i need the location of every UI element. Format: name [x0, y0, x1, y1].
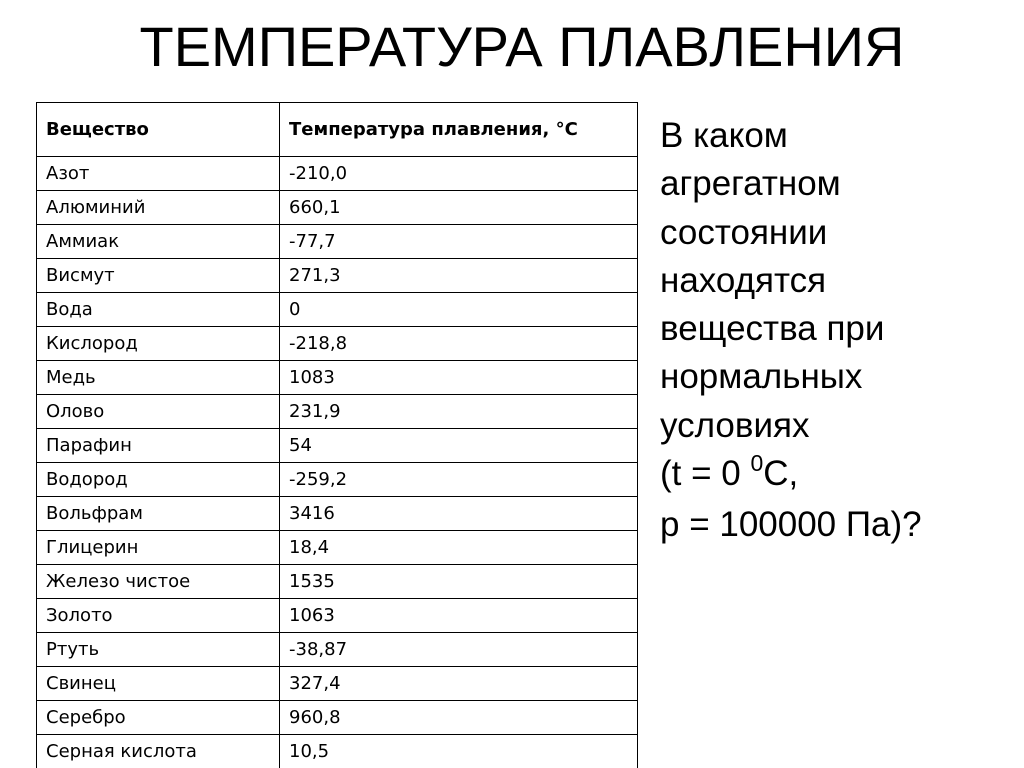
table-row — [37, 327, 638, 361]
substance-cell: Алюминий — [37, 191, 280, 225]
melting-point-cell: 327,4 — [280, 667, 638, 701]
substance-cell: Глицерин — [37, 531, 280, 565]
substance-cell: Вольфрам — [37, 497, 280, 531]
melting-point-cell: 271,3 — [280, 259, 638, 293]
substance-cell: Золото — [37, 599, 280, 633]
melting-point-cell: -259,2 — [280, 463, 638, 497]
table-row — [37, 667, 638, 701]
table-body — [37, 157, 638, 768]
header-melting-point: Температура плавления, °С — [280, 103, 638, 157]
condition-t-suffix: С, — [763, 454, 799, 494]
substance-cell: Железо чистое — [37, 565, 280, 599]
substance-cell: Аммиак — [37, 225, 280, 259]
table-row — [37, 395, 638, 429]
melting-point-cell: -38,87 — [280, 633, 638, 667]
melting-point-cell: -77,7 — [280, 225, 638, 259]
question-line: В каком — [660, 116, 788, 155]
melting-point-cell: 54 — [280, 429, 638, 463]
substance-cell: Висмут — [37, 259, 280, 293]
question-condition-pressure: p = 100000 Па)? — [660, 505, 922, 545]
question-line: находятся — [660, 260, 827, 300]
substance-cell: Водород — [37, 463, 280, 497]
substance-cell: Серебро — [37, 701, 280, 735]
substance-cell: Ртуть — [37, 633, 280, 667]
question-line: состоянии — [660, 212, 828, 252]
melting-point-cell: 960,8 — [280, 701, 638, 735]
table-row — [37, 701, 638, 735]
question-line: условиях — [660, 405, 810, 445]
melting-point-cell: -210,0 — [280, 157, 638, 191]
melting-point-cell: 10,5 — [280, 735, 638, 768]
melting-point-cell: 660,1 — [280, 191, 638, 225]
melting-point-cell: 18,4 — [280, 531, 638, 565]
question-line: вещества при — [660, 309, 885, 349]
table-row — [37, 497, 638, 531]
table-row — [37, 157, 638, 191]
melting-point-cell: -218,8 — [280, 327, 638, 361]
table-row — [37, 429, 638, 463]
substance-cell: Кислород — [37, 327, 280, 361]
question-line: агрегатном — [660, 164, 841, 204]
table-row — [37, 463, 638, 497]
table-row — [37, 531, 638, 565]
table-row — [37, 191, 638, 225]
table-row — [37, 361, 638, 395]
table-row — [37, 565, 638, 599]
melting-point-cell: 1083 — [280, 361, 638, 395]
melting-point-cell: 1063 — [280, 599, 638, 633]
table-row — [37, 599, 638, 633]
degree-superscript: 0 — [750, 450, 764, 477]
melting-point-cell: 3416 — [280, 497, 638, 531]
substance-cell: Серная кислота — [37, 735, 280, 768]
table-row — [37, 225, 638, 259]
substance-cell: Парафин — [37, 429, 280, 463]
table-header-row — [37, 103, 638, 157]
question-text — [660, 112, 1020, 550]
table-row — [37, 259, 638, 293]
substance-cell: Азот — [37, 157, 280, 191]
substance-cell: Вода — [37, 293, 280, 327]
melting-point-table — [36, 102, 638, 768]
substance-cell: Олово — [37, 395, 280, 429]
melting-point-cell: 1535 — [280, 565, 638, 599]
substance-cell: Медь — [37, 361, 280, 395]
melting-point-cell: 231,9 — [280, 395, 638, 429]
table-row — [37, 293, 638, 327]
question-line: нормальных — [660, 357, 863, 397]
condition-t-prefix: (t = 0 — [660, 454, 751, 494]
slide-title: ТЕМПЕРАТУРА ПЛАВЛЕНИЯ — [139, 15, 905, 78]
table-row — [37, 633, 638, 667]
header-substance: Вещество — [37, 103, 280, 157]
substance-cell: Свинец — [37, 667, 280, 701]
question-condition-temperature — [660, 450, 1020, 501]
melting-point-cell: 0 — [280, 293, 638, 327]
table-row — [37, 735, 638, 768]
